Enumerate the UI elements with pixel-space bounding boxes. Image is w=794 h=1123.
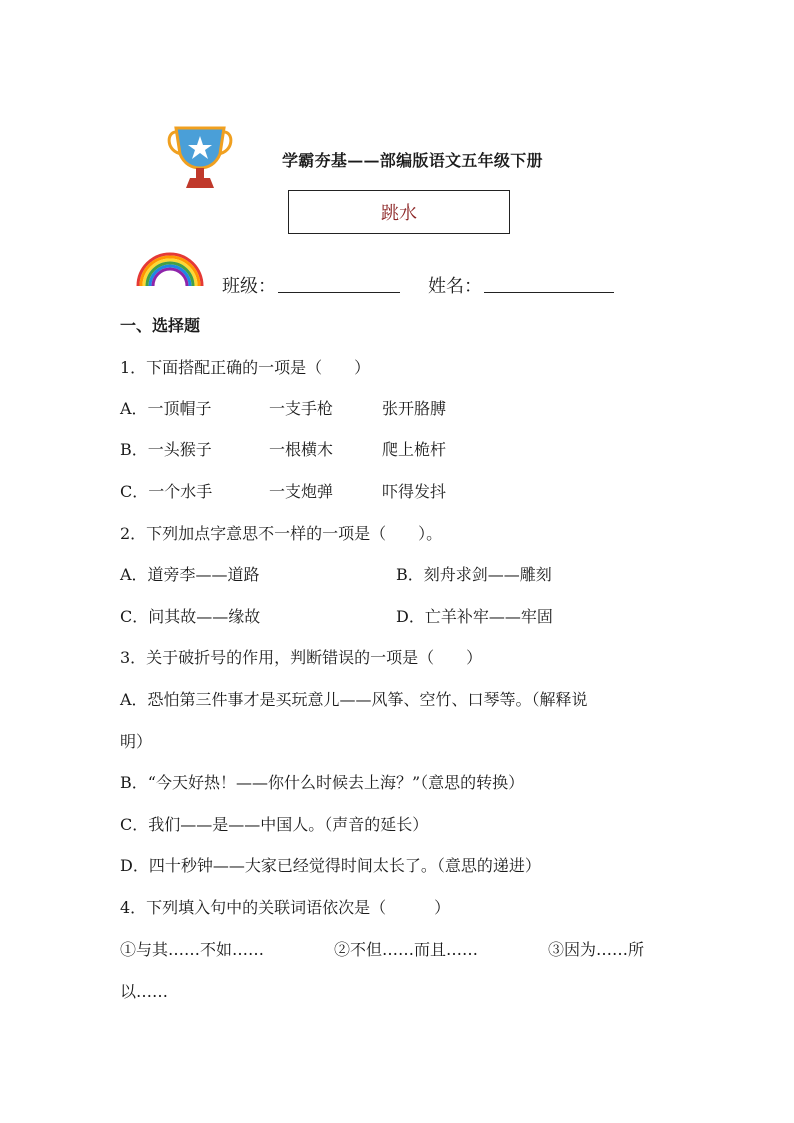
q1-option-b: B．一头猴子 [120,440,212,459]
q3-option-a-cont: 明） [120,732,153,751]
q4-option-1: ①与其……不如…… [120,940,265,959]
q4-option-3-cont: 以…… [120,982,169,1001]
q1-stem: 1．下面搭配正确的一项是（ ） [120,358,371,377]
q1-option-a-2: 一支手枪 [269,399,334,418]
q4-option-3: ③因为……所 [548,940,645,959]
trophy-icon [164,126,236,190]
q3-option-a: A．恐怕第三件事才是买玩意儿——风筝、空竹、口琴等。（解释说 [120,690,588,709]
q4-option-2: ②不但……而且…… [334,940,479,959]
q3-option-b: B．“今天好热！——你什么时候去上海？”（意思的转换） [120,773,525,792]
q2-option-c: C．问其故——缘故 [120,607,261,626]
q3-option-c: C．我们——是——中国人。（声音的延长） [120,815,429,834]
q4-stem: 4．下列填入句中的关联词语依次是（ ） [120,898,451,917]
q1-option-a: A．一顶帽子 [120,399,212,418]
lesson-title-box [288,190,510,234]
q1-option-c-3: 吓得发抖 [382,482,447,501]
q1-option-a-3: 张开胳膊 [382,399,447,418]
class-input-line[interactable] [278,292,400,293]
q2-option-d: D．亡羊补牢——牢固 [396,607,553,626]
q2-stem: 2．下列加点字意思不一样的一项是（ ）。 [120,524,443,543]
q3-option-d: D．四十秒钟——大家已经觉得时间太长了。（意思的递进） [120,856,541,875]
q2-option-a: A．道旁李——道路 [120,565,260,584]
q1-option-c-2: 一支炮弹 [269,482,334,501]
q1-option-b-2: 一根横木 [269,440,334,459]
name-label: 姓名： [428,276,482,297]
section-heading: 一、选择题 [120,316,201,335]
q1-option-b-3: 爬上桅杆 [382,440,447,459]
document-title: 学霸夯基——部编版语文五年级下册 [282,151,543,170]
rainbow-icon [135,248,205,288]
q1-option-c: C．一个水手 [120,482,213,501]
q2-option-b: B．刻舟求剑——雕刻 [396,565,552,584]
lesson-title: 跳水 [381,203,417,224]
name-input-line[interactable] [484,292,614,293]
class-label: 班级： [222,276,276,297]
q3-stem: 3．关于破折号的作用，判断错误的一项是（ ） [120,648,483,667]
